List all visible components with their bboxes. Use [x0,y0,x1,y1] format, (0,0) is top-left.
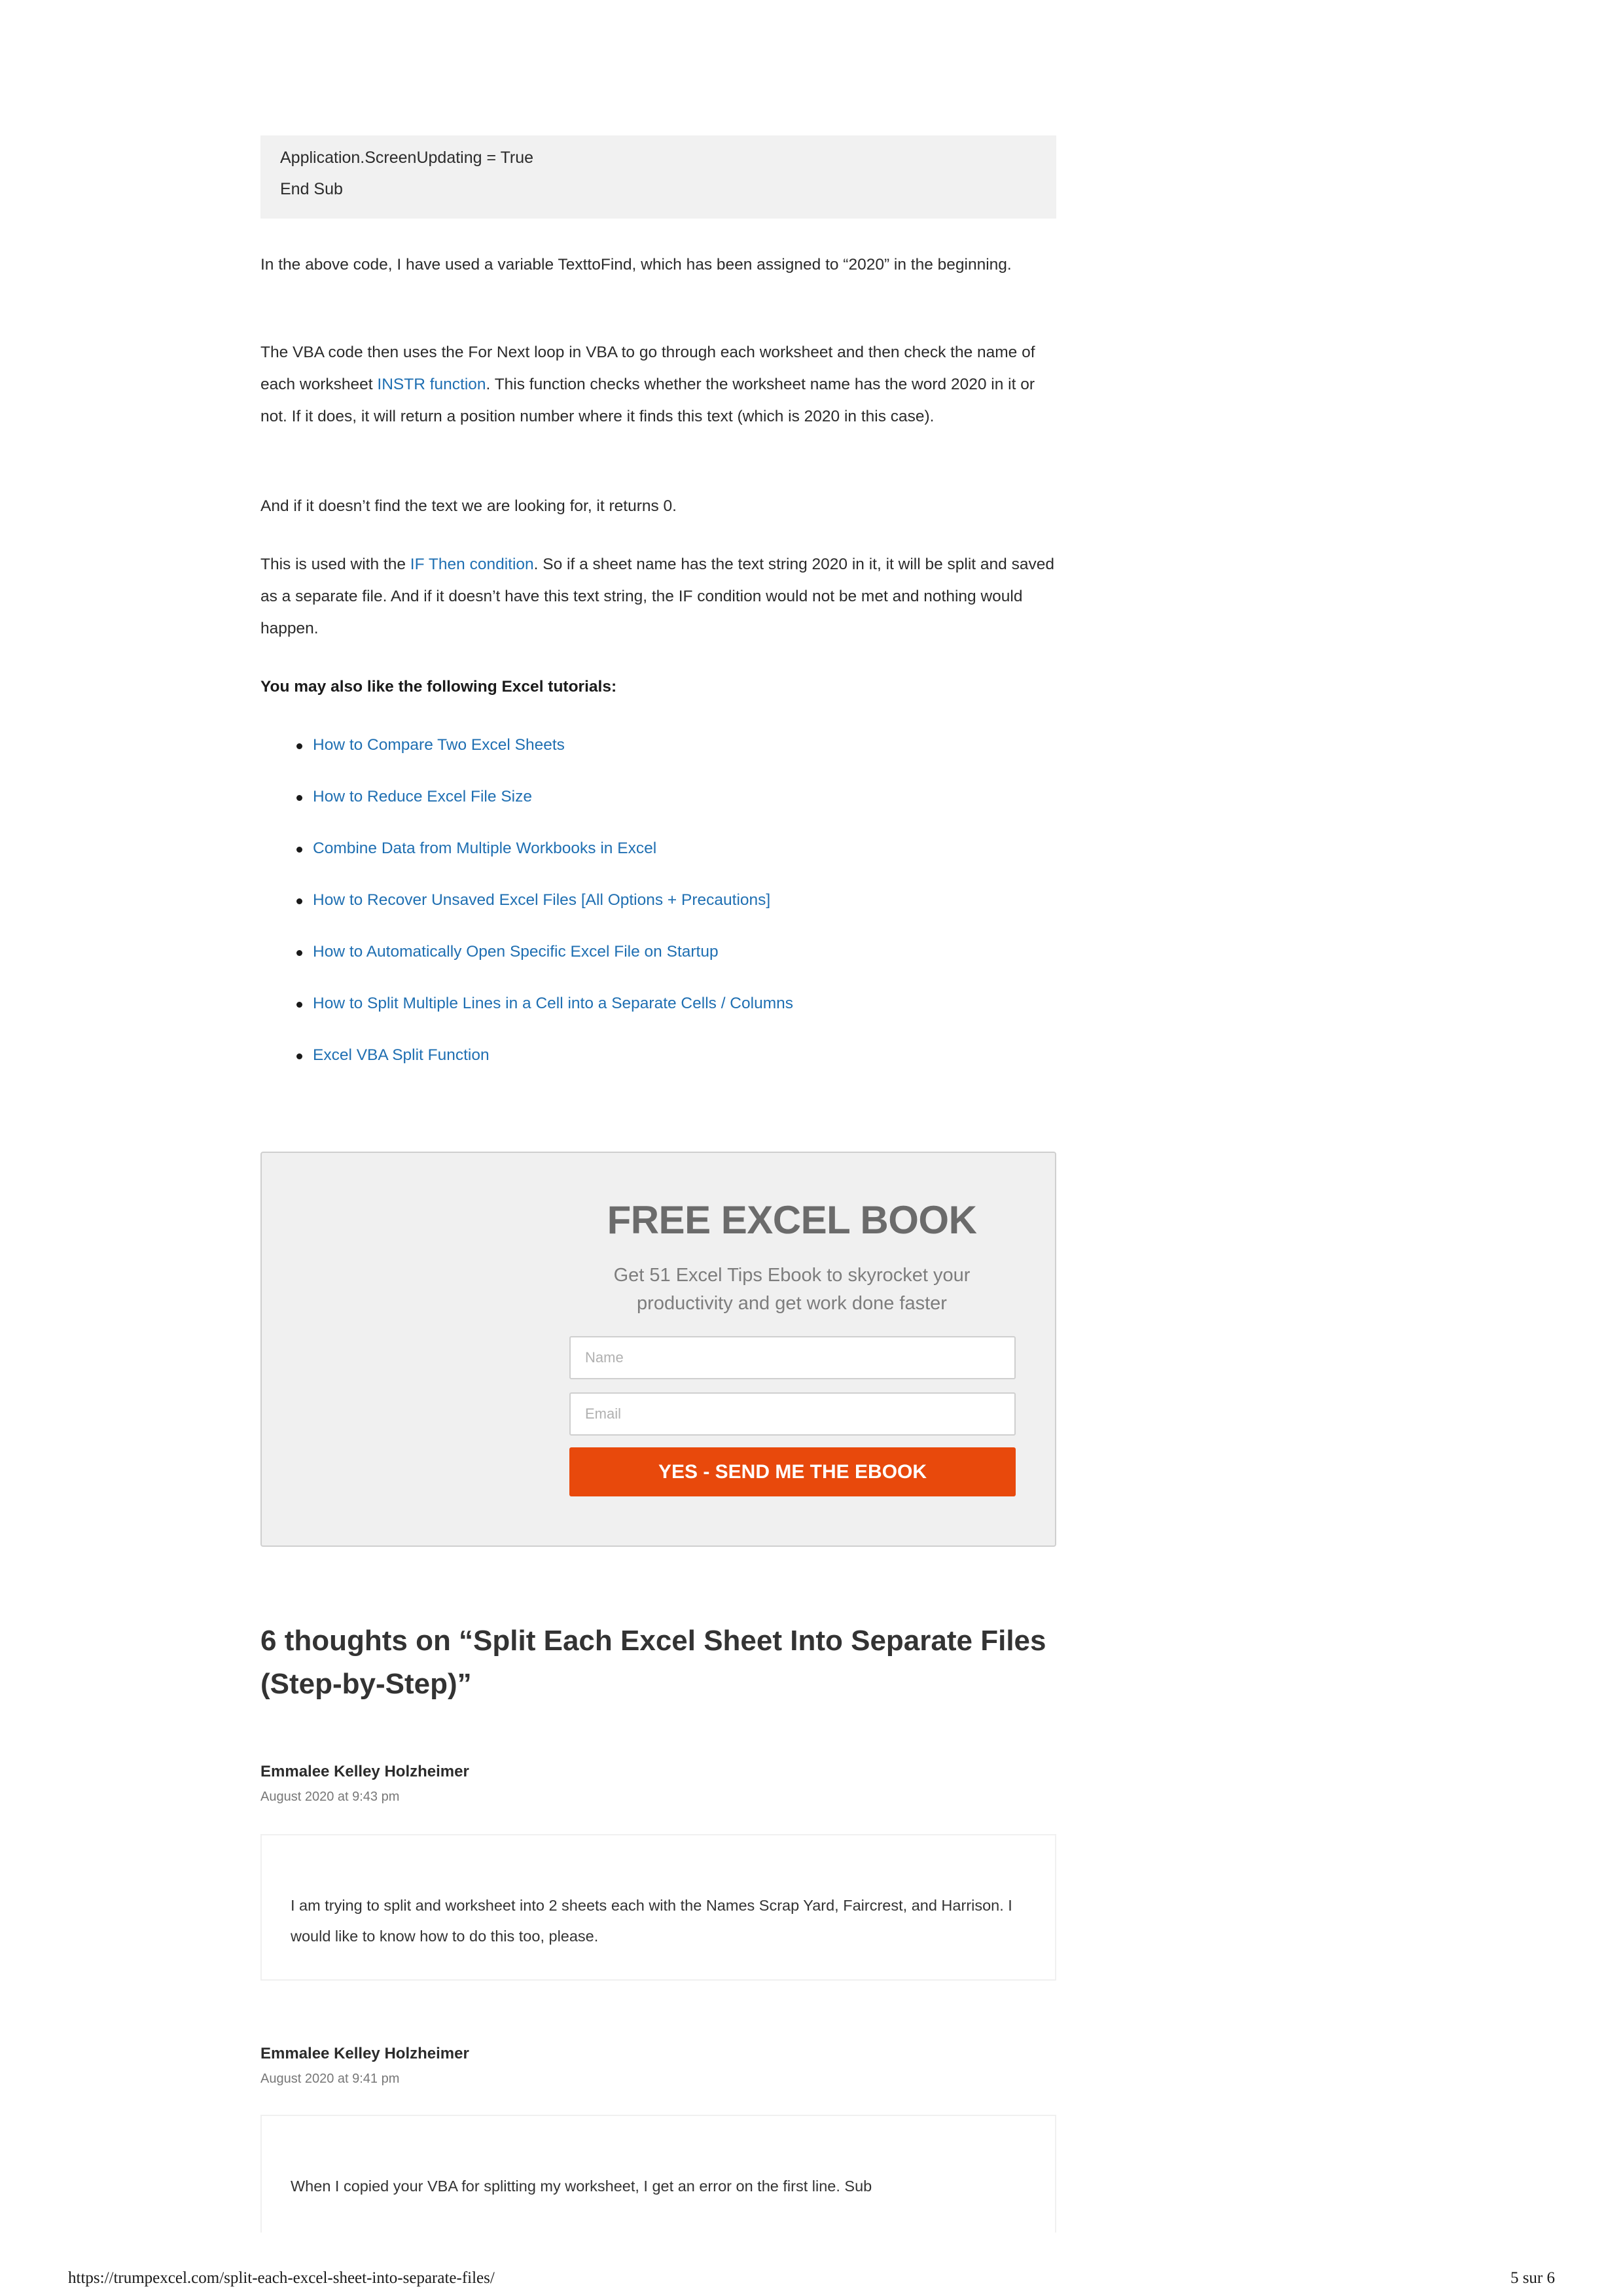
tutorial-link[interactable]: How to Recover Unsaved Excel Files [All Options + Precautions] [313,891,771,909]
tutorial-link[interactable]: How to Reduce Excel File Size [313,788,532,805]
article-paragraph [260,336,1056,433]
list-item [260,778,1056,830]
article-paragraph: And if it doesn’t find the text we are looking for, it returns 0. [260,497,677,515]
comment-date[interactable]: August 2020 at 9:41 pm [260,2072,400,2086]
comment-text: When I copied your VBA for splitting my worksheet, I get an error on the first line. Sub [260,2115,1056,2233]
comments-title: 6 thoughts on “Split Each Excel Sheet Into Separate Files (Step-by-Step)” [260,1625,1046,1700]
optin-subtitle: Get 51 Excel Tips Ebook to skyrocket your productivity and get work done faster [613,1265,971,1314]
article-paragraph: In the above code, I have used a variable TexttoFind, which has been assigned to “2020” in the beginning. [260,256,1012,274]
bullet-icon [296,795,302,801]
bullet-icon [296,1002,302,1008]
paragraph-text: . So if a sheet name has the text string 2020 in it, it will be split and saved as a separate file. And if it doesn’t have this text string, the IF condition would not be met and nothing would happen. [260,556,1054,637]
bullet-icon [296,1053,302,1059]
email-input[interactable] [569,1392,1016,1436]
list-item [260,830,1056,881]
list-item [260,933,1056,985]
paragraph-text: The VBA code then uses the For Next loop in VBA to go through each worksheet and then check the name of each worksheet [260,344,1035,393]
page-url: https://trumpexcel.com/split-each-excel-sheet-into-separate-files/ [68,2269,495,2287]
if-then-condition-link[interactable]: IF Then condition [410,556,534,573]
comment-date[interactable]: August 2020 at 9:43 pm [260,1790,400,1804]
article-paragraph [260,548,1056,645]
comment-author: Emmalee Kelley Holzheimer [260,1763,469,1780]
code-line: Application.ScreenUpdating = True [280,149,534,167]
tutorial-link[interactable]: Excel VBA Split Function [313,1046,490,1064]
list-item [260,985,1056,1036]
bullet-icon [296,743,302,749]
list-item [260,881,1056,933]
ebook-optin-box [260,1152,1056,1547]
paragraph-text: This is used with the [260,556,410,573]
bullet-icon [296,847,302,853]
tutorial-link[interactable]: How to Automatically Open Specific Excel File on Startup [313,943,719,961]
tutorial-link[interactable]: How to Split Multiple Lines in a Cell into a Separate Cells / Columns [313,995,793,1012]
page-number: 5 sur 6 [1510,2269,1555,2287]
bullet-icon [296,898,302,904]
comment-author: Emmalee Kelley Holzheimer [260,2045,469,2062]
list-item [260,726,1056,778]
code-line: End Sub [280,180,343,198]
instr-function-link[interactable]: INSTR function [377,376,486,393]
list-item [260,1036,1056,1088]
code-block [260,135,1056,219]
comment-text: I am trying to split and worksheet into 2 sheets each with the Names Scrap Yard, Faircrest, and Harrison. I would like to know how to do this too, please. [260,1834,1056,1981]
send-ebook-button[interactable]: YES - SEND ME THE EBOOK [569,1447,1016,1496]
bullet-icon [296,950,302,956]
optin-title: FREE EXCEL BOOK [607,1198,977,1242]
tutorial-link[interactable]: Combine Data from Multiple Workbooks in Excel [313,839,657,857]
name-input[interactable] [569,1336,1016,1379]
related-tutorials-list [260,726,1056,1088]
tutorial-link[interactable]: How to Compare Two Excel Sheets [313,736,565,754]
paragraph-text: . This function checks whether the worksheet name has the word 2020 in it or not. If it does, it will return a position number where it finds this text (which is 2020 in this case). [260,376,1035,425]
related-tutorials-heading: You may also like the following Excel tutorials: [260,678,617,696]
